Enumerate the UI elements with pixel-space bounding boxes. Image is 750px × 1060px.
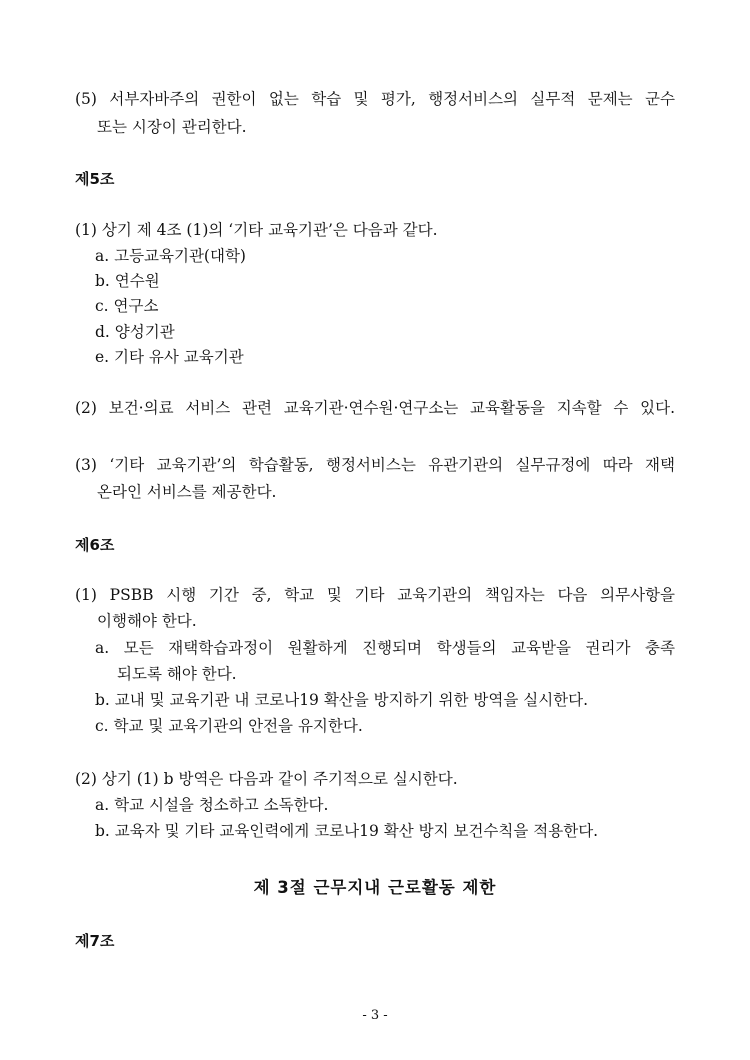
article5-item1: (1) 상기 제 4조 (1)의 ‘기타 교육기관’은 다음과 같다.	[75, 221, 438, 239]
section3-title: 제 3절 근무지내 근로활동 제한	[253, 878, 497, 897]
article5-item1-sub-c: c. 연구소	[95, 297, 159, 315]
article5-item3-line2: 온라인 서비스를 제공한다.	[97, 483, 277, 501]
article6-item2: (2) 상기 (1) b 방역은 다음과 같이 주기적으로 실시한다.	[75, 770, 458, 788]
article6-item2-sub-b: b. 교육자 및 기타 교육인력에게 코로나19 확산 방지 보건수칙을 적용한다.	[95, 822, 599, 840]
article4-item5-line1: (5) 서부자바주의 권한이 없는 학습 및 평가, 행정서비스의 실무적 문제는 군수	[75, 90, 675, 108]
article5-item3-line1: (3) ‘기타 교육기관’의 학습활동, 행정서비스는 유관기관의 실무규정에 따라 재택	[75, 456, 675, 474]
article6-item1-sub-a-line2: 되도록 해야 한다.	[117, 665, 237, 683]
article5-item1-sub-a: a. 고등교육기관(대학)	[95, 247, 246, 265]
article6-heading: 제6조	[75, 536, 115, 554]
article5-item1-sub-d: d. 양성기관	[95, 323, 175, 341]
article5-item1-sub-b: b. 연수원	[95, 272, 160, 290]
article4-item5-line2: 또는 시장이 관리한다.	[97, 118, 247, 136]
article5-heading: 제5조	[75, 170, 115, 188]
article6-item1-sub-b: b. 교내 및 교육기관 내 코로나19 확산을 방지하기 위한 방역을 실시한다.	[95, 691, 589, 709]
page-number: - 3 -	[362, 1008, 388, 1023]
article7-heading: 제7조	[75, 932, 115, 950]
article6-item1-line1: (1) PSBB 시행 기간 중, 학교 및 기타 교육기관의 책임자는 다음 의무사항을	[75, 586, 675, 604]
article6-item1-sub-c: c. 학교 및 교육기관의 안전을 유지한다.	[95, 717, 363, 735]
article6-item1-sub-a-line1: a. 모든 재택학습과정이 원활하게 진행되며 학생들의 교육받을 권리가 충족	[95, 639, 675, 657]
article5-item1-sub-e: e. 기타 유사 교육기관	[95, 348, 244, 366]
article5-item2: (2) 보건·의료 서비스 관련 교육기관·연수원·연구소는 교육활동을 지속할 수 있다.	[75, 399, 675, 417]
article6-item1-line2: 이행해야 한다.	[97, 612, 197, 630]
article6-item2-sub-a: a. 학교 시설을 청소하고 소독한다.	[95, 796, 329, 814]
